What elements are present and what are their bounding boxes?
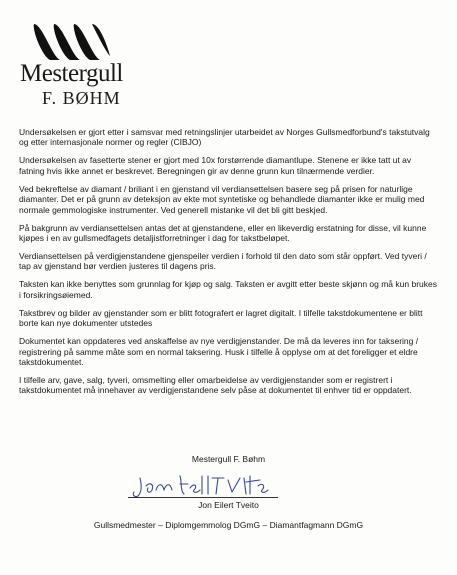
paragraph: Takstbrev og bilder av gjenstander som er blitt fotografert er lagret digitalt. I tilfelle takstdokumentene er blitt borte kan nye dokumenter utstedes xyxy=(19,307,423,329)
signature-name: Jon Eilert Tveito xyxy=(198,500,259,510)
logo-name: Mestergull xyxy=(20,60,123,87)
terms-text xyxy=(19,127,439,403)
signature-line xyxy=(128,497,278,498)
paragraph: På bakgrunn av verdiansettelsen antas det at gjenstandene, eller en likeverdig erstatning for disse, vil kunne kjøpes i en av gullsmedfagets detaljistforretninger i dag for takstbeløpet. xyxy=(19,222,427,244)
logo-subtitle: F. BØHM xyxy=(42,88,121,108)
paragraph: Taksten kan ikke benyttes som grunnlag for kjøp og salg. Taksten er avgitt etter beste skjønn og må kun brukes i forsikringsøiemed. xyxy=(19,279,437,300)
paragraph: Verdiansettelsen på verdigjenstandene gjenspeiler verdien i forhold til den dato som står oppført. Ved tyveri / tap av gjenstand bør verdien justeres til dagens pris. xyxy=(19,251,427,272)
paragraph: Ved bekreftelse av diamant / briliant i en gjenstand vil verdiansettelsen basere seg på prisen for naturlige diamanter. Det er på grunn av deteksjon av ekte mot syntetiske og behandlede diamanter ikke er mulig med normale gemmologiske instrumenter. Ved generell mistanke vil det bli gitt beskjed. xyxy=(19,183,425,215)
handwritten-signature xyxy=(128,468,278,500)
signature-titles: Gullsmedmester – Diplomgemmolog DGmG – Diamantfagmann DGmG xyxy=(93,520,364,530)
paragraph: I tilfelle arv, gave, salg, tyveri, omsmelting eller omarbeidelse av verdigjenstander som er registrert i takstdokumentet må innehaver av verdigjenstandene selv påse at dokumentet til enhver tid er oppdatert. xyxy=(19,375,412,396)
signature-company: Mestergull F. Bøhm xyxy=(191,454,266,464)
logo-waves-icon xyxy=(30,22,112,62)
paragraph: Undersøkelsen av fasetterte stener er gjort med 10x forstørrende diamantlupe. Stenene er ikke tatt ut av fatning hvis ikke annet er beskrevet. Beregningen gir av denne grunn kun tilnærmende verdier. xyxy=(19,155,412,176)
paragraph: Undersøkelsen er gjort etter i samsvar med retningslinjer utarbeidet av Norges Gullsmedforbund's takstutvalg og etter internasjonale normer og regler (CIBJO) xyxy=(19,127,430,148)
paragraph: Dokumentet kan oppdateres ved anskaffelse av nye verdigjenstander. De må da leveres inn for taksering / registrering på samme måte som en normal taksering. Husk i tilfelle å opplyse om at det foreligger et eldre takstdokumentet. xyxy=(19,336,419,368)
